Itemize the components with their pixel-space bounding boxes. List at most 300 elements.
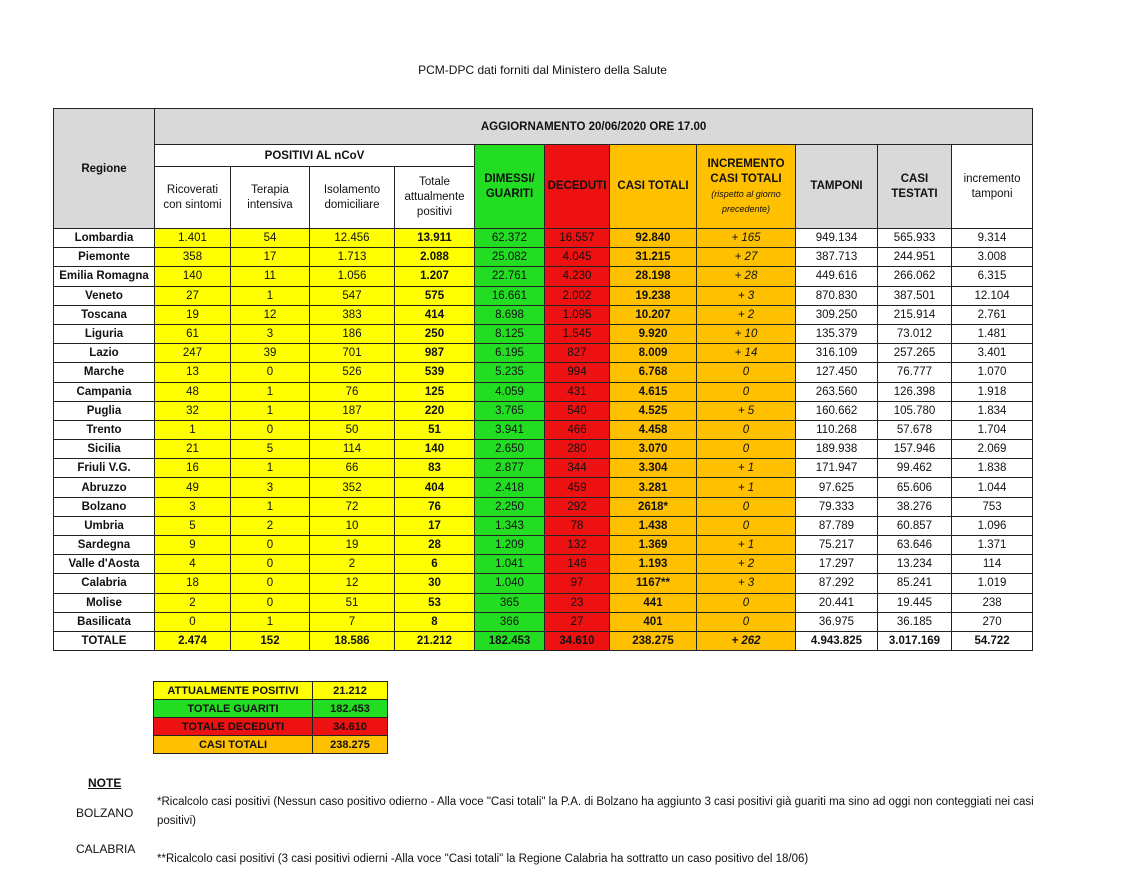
cell-region: Calabria [54, 574, 155, 593]
cell-totale-positivi: 21.212 [395, 631, 475, 650]
cell-ricoverati: 27 [155, 286, 231, 305]
cell-casi-totali: 1.438 [610, 516, 697, 535]
cell-totale-positivi: 1.207 [395, 267, 475, 286]
cell-incremento-tamponi: 2.761 [952, 305, 1033, 324]
cell-totale-positivi: 30 [395, 574, 475, 593]
cell-dimessi: 5.235 [475, 363, 545, 382]
cell-ricoverati: 61 [155, 324, 231, 343]
cell-casi-totali: 19.238 [610, 286, 697, 305]
cell-incremento: 0 [697, 612, 796, 631]
cell-casi-totali: 92.840 [610, 229, 697, 248]
cell-dimessi: 1.041 [475, 555, 545, 574]
cell-ricoverati: 0 [155, 612, 231, 631]
cell-incremento: + 3 [697, 286, 796, 305]
notes-title: NOTE [88, 776, 122, 790]
cell-isolamento: 12 [310, 574, 395, 593]
cell-dimessi: 8.698 [475, 305, 545, 324]
cell-dimessi: 2.877 [475, 459, 545, 478]
cell-terapia: 11 [231, 267, 310, 286]
cell-incremento-tamponi: 3.401 [952, 344, 1033, 363]
cell-deceduti: 4.045 [545, 248, 610, 267]
cell-ricoverati: 2 [155, 593, 231, 612]
cell-incremento: 0 [697, 440, 796, 459]
cell-isolamento: 76 [310, 382, 395, 401]
cell-dimessi: 182.453 [475, 631, 545, 650]
cell-incremento: + 262 [697, 631, 796, 650]
cell-ricoverati: 247 [155, 344, 231, 363]
cell-tamponi: 75.217 [796, 536, 878, 555]
cell-tamponi: 171.947 [796, 459, 878, 478]
cell-totale-positivi: 125 [395, 382, 475, 401]
cell-totale-positivi: 404 [395, 478, 475, 497]
note-label-calabria: CALABRIA [76, 842, 136, 856]
table-row [54, 574, 1039, 593]
cell-incremento-tamponi: 270 [952, 612, 1033, 631]
cell-casi-testati: 65.606 [878, 478, 952, 497]
cell-totale-positivi: 8 [395, 612, 475, 631]
cell-incremento: + 14 [697, 344, 796, 363]
cell-terapia: 0 [231, 420, 310, 439]
cell-ricoverati: 49 [155, 478, 231, 497]
cell-tamponi: 949.134 [796, 229, 878, 248]
cell-totale-positivi: 539 [395, 363, 475, 382]
cell-deceduti: 23 [545, 593, 610, 612]
cell-terapia: 1 [231, 382, 310, 401]
table-row [54, 286, 1039, 305]
cell-casi-totali: 4.458 [610, 420, 697, 439]
cell-ricoverati: 1 [155, 420, 231, 439]
cell-totale-positivi: 76 [395, 497, 475, 516]
cell-terapia: 1 [231, 286, 310, 305]
cell-terapia: 2 [231, 516, 310, 535]
cell-casi-totali: 441 [610, 593, 697, 612]
cell-casi-totali: 1.369 [610, 536, 697, 555]
cell-incremento: 0 [697, 516, 796, 535]
cell-region: Lombardia [54, 229, 155, 248]
cell-ricoverati: 32 [155, 401, 231, 420]
cell-incremento-tamponi: 1.838 [952, 459, 1033, 478]
cell-deceduti: 827 [545, 344, 610, 363]
cell-casi-testati: 36.185 [878, 612, 952, 631]
cell-tamponi: 79.333 [796, 497, 878, 516]
cell-incremento: 0 [697, 382, 796, 401]
cell-incremento-tamponi: 1.704 [952, 420, 1033, 439]
table-row [54, 382, 1039, 401]
cell-ricoverati: 2.474 [155, 631, 231, 650]
table-row [54, 363, 1039, 382]
cell-incremento-tamponi: 1.481 [952, 324, 1033, 343]
cell-deceduti: 97 [545, 574, 610, 593]
cell-terapia: 0 [231, 555, 310, 574]
cell-tamponi: 189.938 [796, 440, 878, 459]
header-ricoverati: Ricoverati con sintomi [155, 167, 231, 229]
cell-ricoverati: 140 [155, 267, 231, 286]
cell-casi-testati: 60.857 [878, 516, 952, 535]
summary-label: ATTUALMENTE POSITIVI [154, 682, 313, 700]
cell-region: Toscana [54, 305, 155, 324]
cell-terapia: 12 [231, 305, 310, 324]
summary-label: CASI TOTALI [154, 736, 313, 754]
cell-casi-testati: 565.933 [878, 229, 952, 248]
cell-region: Abruzzo [54, 478, 155, 497]
cell-tamponi: 4.943.825 [796, 631, 878, 650]
cell-region: Campania [54, 382, 155, 401]
header-dimessi: DIMESSI/ GUARITI [475, 145, 545, 229]
cell-casi-totali: 2618* [610, 497, 697, 516]
header-incremento-label: INCREMENTO CASI TOTALI [707, 157, 785, 185]
cell-casi-testati: 126.398 [878, 382, 952, 401]
cell-region: Marche [54, 363, 155, 382]
cell-totale-positivi: 6 [395, 555, 475, 574]
cell-incremento: + 1 [697, 536, 796, 555]
cell-isolamento: 1.713 [310, 248, 395, 267]
summary-label: TOTALE GUARITI [154, 700, 313, 718]
cell-casi-testati: 257.265 [878, 344, 952, 363]
cell-deceduti: 4.230 [545, 267, 610, 286]
cell-tamponi: 135.379 [796, 324, 878, 343]
cell-dimessi: 1.343 [475, 516, 545, 535]
cell-totale-positivi: 2.088 [395, 248, 475, 267]
cell-casi-testati: 3.017.169 [878, 631, 952, 650]
cell-totale-positivi: 53 [395, 593, 475, 612]
cell-totale-positivi: 17 [395, 516, 475, 535]
cell-tamponi: 127.450 [796, 363, 878, 382]
header-update: AGGIORNAMENTO 20/06/2020 ORE 17.00 [155, 109, 1033, 145]
note-label-bolzano: BOLZANO [76, 806, 134, 820]
cell-ricoverati: 358 [155, 248, 231, 267]
cell-terapia: 39 [231, 344, 310, 363]
cell-dimessi: 8.125 [475, 324, 545, 343]
cell-ricoverati: 18 [155, 574, 231, 593]
cell-incremento-tamponi: 2.069 [952, 440, 1033, 459]
cell-incremento: + 1 [697, 478, 796, 497]
header-isolamento: Isolamento domiciliare [310, 167, 395, 229]
cell-casi-totali: 9.920 [610, 324, 697, 343]
cell-incremento-tamponi: 1.371 [952, 536, 1033, 555]
cell-tamponi: 110.268 [796, 420, 878, 439]
cell-totale-positivi: 220 [395, 401, 475, 420]
cell-deceduti: 146 [545, 555, 610, 574]
cell-totale-positivi: 51 [395, 420, 475, 439]
cell-incremento-tamponi: 54.722 [952, 631, 1033, 650]
cell-casi-testati: 387.501 [878, 286, 952, 305]
cell-region: Valle d'Aosta [54, 555, 155, 574]
cell-terapia: 0 [231, 574, 310, 593]
cell-ricoverati: 16 [155, 459, 231, 478]
header-regione: Regione [54, 109, 155, 229]
cell-region: Trento [54, 420, 155, 439]
table-row [54, 324, 1039, 343]
header-casi-totali: CASI TOTALI [610, 145, 697, 229]
source-caption: PCM-DPC dati forniti dal Ministero della Salute [418, 63, 667, 77]
cell-incremento-tamponi: 1.019 [952, 574, 1033, 593]
cell-casi-testati: 19.445 [878, 593, 952, 612]
cell-incremento-tamponi: 9.314 [952, 229, 1033, 248]
header-incremento-note: (rispetto al giorno precedente) [711, 188, 781, 214]
cell-casi-testati: 85.241 [878, 574, 952, 593]
cell-incremento: 0 [697, 593, 796, 612]
cell-deceduti: 1.545 [545, 324, 610, 343]
summary-value: 182.453 [313, 700, 388, 718]
cell-tamponi: 87.292 [796, 574, 878, 593]
header-deceduti: DECEDUTI [545, 145, 610, 229]
cell-casi-testati: 105.780 [878, 401, 952, 420]
cell-ricoverati: 3 [155, 497, 231, 516]
cell-casi-totali: 31.215 [610, 248, 697, 267]
covid-regional-table [53, 108, 1039, 651]
cell-tamponi: 316.109 [796, 344, 878, 363]
cell-casi-totali: 3.070 [610, 440, 697, 459]
cell-ricoverati: 9 [155, 536, 231, 555]
summary-row [154, 736, 388, 754]
cell-incremento-tamponi: 12.104 [952, 286, 1033, 305]
cell-tamponi: 870.830 [796, 286, 878, 305]
cell-isolamento: 10 [310, 516, 395, 535]
summary-row [154, 700, 388, 718]
table-row [54, 440, 1039, 459]
cell-terapia: 5 [231, 440, 310, 459]
cell-dimessi: 4.059 [475, 382, 545, 401]
cell-incremento: + 165 [697, 229, 796, 248]
cell-totale-positivi: 13.911 [395, 229, 475, 248]
cell-incremento: + 5 [697, 401, 796, 420]
cell-isolamento: 66 [310, 459, 395, 478]
cell-region: Puglia [54, 401, 155, 420]
cell-dimessi: 2.418 [475, 478, 545, 497]
summary-row [154, 682, 388, 700]
table-row [54, 305, 1039, 324]
cell-isolamento: 187 [310, 401, 395, 420]
cell-dimessi: 62.372 [475, 229, 545, 248]
cell-region: Sicilia [54, 440, 155, 459]
cell-incremento: + 27 [697, 248, 796, 267]
cell-ricoverati: 13 [155, 363, 231, 382]
cell-casi-totali: 8.009 [610, 344, 697, 363]
cell-totale-positivi: 414 [395, 305, 475, 324]
table-row [54, 401, 1039, 420]
cell-casi-totali: 4.525 [610, 401, 697, 420]
cell-isolamento: 12.456 [310, 229, 395, 248]
cell-tamponi: 36.975 [796, 612, 878, 631]
cell-casi-testati: 13.234 [878, 555, 952, 574]
cell-ricoverati: 5 [155, 516, 231, 535]
cell-casi-testati: 63.646 [878, 536, 952, 555]
summary-row [154, 718, 388, 736]
cell-totale-positivi: 140 [395, 440, 475, 459]
table-row [54, 459, 1039, 478]
cell-isolamento: 51 [310, 593, 395, 612]
cell-incremento: 0 [697, 420, 796, 439]
cell-incremento: + 3 [697, 574, 796, 593]
cell-incremento-tamponi: 1.044 [952, 478, 1033, 497]
table-row [54, 497, 1039, 516]
cell-tamponi: 263.560 [796, 382, 878, 401]
cell-casi-testati: 157.946 [878, 440, 952, 459]
table-row [54, 516, 1039, 535]
cell-terapia: 17 [231, 248, 310, 267]
cell-totale-positivi: 83 [395, 459, 475, 478]
cell-ricoverati: 4 [155, 555, 231, 574]
cell-tamponi: 309.250 [796, 305, 878, 324]
cell-totale-positivi: 575 [395, 286, 475, 305]
cell-terapia: 1 [231, 401, 310, 420]
cell-isolamento: 2 [310, 555, 395, 574]
cell-terapia: 3 [231, 478, 310, 497]
cell-dimessi: 22.761 [475, 267, 545, 286]
cell-deceduti: 459 [545, 478, 610, 497]
cell-tamponi: 160.662 [796, 401, 878, 420]
summary-value: 21.212 [313, 682, 388, 700]
cell-tamponi: 97.625 [796, 478, 878, 497]
cell-isolamento: 547 [310, 286, 395, 305]
summary-label: TOTALE DECEDUTI [154, 718, 313, 736]
table-row [54, 478, 1039, 497]
cell-incremento: 0 [697, 363, 796, 382]
cell-incremento-tamponi: 753 [952, 497, 1033, 516]
summary-value: 34.610 [313, 718, 388, 736]
cell-ricoverati: 1.401 [155, 229, 231, 248]
header-incremento-tamponi: incremento tamponi [952, 145, 1033, 229]
cell-casi-testati: 57.678 [878, 420, 952, 439]
cell-region: Friuli V.G. [54, 459, 155, 478]
cell-casi-totali: 1167** [610, 574, 697, 593]
cell-totale-positivi: 28 [395, 536, 475, 555]
cell-casi-totali: 401 [610, 612, 697, 631]
cell-region: Veneto [54, 286, 155, 305]
cell-region: Molise [54, 593, 155, 612]
table-row [54, 229, 1039, 248]
table-row [54, 612, 1039, 631]
cell-dimessi: 16.661 [475, 286, 545, 305]
cell-isolamento: 352 [310, 478, 395, 497]
cell-deceduti: 132 [545, 536, 610, 555]
cell-incremento: + 2 [697, 555, 796, 574]
cell-isolamento: 383 [310, 305, 395, 324]
cell-tamponi: 17.297 [796, 555, 878, 574]
cell-ricoverati: 19 [155, 305, 231, 324]
cell-isolamento: 18.586 [310, 631, 395, 650]
cell-dimessi: 25.082 [475, 248, 545, 267]
header-casi-testati: CASI TESTATI [878, 145, 952, 229]
cell-deceduti: 280 [545, 440, 610, 459]
cell-deceduti: 1.095 [545, 305, 610, 324]
cell-region: Basilicata [54, 612, 155, 631]
cell-isolamento: 7 [310, 612, 395, 631]
cell-terapia: 152 [231, 631, 310, 650]
cell-incremento-tamponi: 1.070 [952, 363, 1033, 382]
cell-casi-totali: 1.193 [610, 555, 697, 574]
cell-incremento-tamponi: 1.834 [952, 401, 1033, 420]
cell-incremento: 0 [697, 497, 796, 516]
cell-totale-positivi: 987 [395, 344, 475, 363]
cell-region: TOTALE [54, 631, 155, 650]
cell-deceduti: 292 [545, 497, 610, 516]
note-text-bolzano: *Ricalcolo casi positivi (Nessun caso positivo odierno - Alla voce "Casi totali" la P.A. di Bolzano ha aggiunto 3 casi positivi già guariti ma sino ad oggi non conteggiati nei casi positivi) [157, 796, 1034, 827]
cell-incremento-tamponi: 6.315 [952, 267, 1033, 286]
cell-deceduti: 27 [545, 612, 610, 631]
cell-dimessi: 6.195 [475, 344, 545, 363]
cell-casi-totali: 10.207 [610, 305, 697, 324]
table-row [54, 555, 1039, 574]
cell-casi-testati: 244.951 [878, 248, 952, 267]
cell-tamponi: 20.441 [796, 593, 878, 612]
cell-incremento-tamponi: 1.918 [952, 382, 1033, 401]
cell-region: Bolzano [54, 497, 155, 516]
cell-deceduti: 34.610 [545, 631, 610, 650]
table-row [54, 536, 1039, 555]
cell-incremento: + 1 [697, 459, 796, 478]
cell-incremento-tamponi: 114 [952, 555, 1033, 574]
note-text-calabria: **Ricalcolo casi positivi (3 casi positivi odierni -Alla voce "Casi totali" la Regione Calabria ha sottratto un caso positivo del 18/06) [157, 853, 809, 865]
cell-dimessi: 365 [475, 593, 545, 612]
cell-terapia: 0 [231, 536, 310, 555]
cell-deceduti: 344 [545, 459, 610, 478]
cell-casi-totali: 28.198 [610, 267, 697, 286]
cell-region: Piemonte [54, 248, 155, 267]
cell-deceduti: 540 [545, 401, 610, 420]
table-row [54, 344, 1039, 363]
cell-incremento-tamponi: 3.008 [952, 248, 1033, 267]
cell-incremento: + 2 [697, 305, 796, 324]
cell-casi-totali: 238.275 [610, 631, 697, 650]
cell-dimessi: 1.040 [475, 574, 545, 593]
cell-tamponi: 449.616 [796, 267, 878, 286]
cell-deceduti: 78 [545, 516, 610, 535]
cell-terapia: 1 [231, 459, 310, 478]
cell-isolamento: 19 [310, 536, 395, 555]
summary-table [153, 681, 388, 754]
cell-isolamento: 1.056 [310, 267, 395, 286]
cell-tamponi: 87.789 [796, 516, 878, 535]
cell-terapia: 3 [231, 324, 310, 343]
cell-region: Sardegna [54, 536, 155, 555]
cell-casi-totali: 6.768 [610, 363, 697, 382]
cell-region: Lazio [54, 344, 155, 363]
cell-terapia: 0 [231, 593, 310, 612]
cell-casi-testati: 99.462 [878, 459, 952, 478]
table-row [54, 420, 1039, 439]
cell-terapia: 54 [231, 229, 310, 248]
cell-isolamento: 50 [310, 420, 395, 439]
cell-casi-testati: 266.062 [878, 267, 952, 286]
table-row [54, 267, 1039, 286]
cell-isolamento: 701 [310, 344, 395, 363]
header-tamponi: TAMPONI [796, 145, 878, 229]
cell-casi-testati: 76.777 [878, 363, 952, 382]
header-terapia: Terapia intensiva [231, 167, 310, 229]
cell-dimessi: 366 [475, 612, 545, 631]
header-totale-positivi: Totale attualmente positivi [395, 167, 475, 229]
cell-isolamento: 72 [310, 497, 395, 516]
cell-deceduti: 994 [545, 363, 610, 382]
cell-tamponi: 387.713 [796, 248, 878, 267]
cell-isolamento: 526 [310, 363, 395, 382]
cell-dimessi: 3.941 [475, 420, 545, 439]
cell-dimessi: 3.765 [475, 401, 545, 420]
cell-isolamento: 186 [310, 324, 395, 343]
cell-incremento-tamponi: 238 [952, 593, 1033, 612]
cell-deceduti: 431 [545, 382, 610, 401]
cell-casi-totali: 3.304 [610, 459, 697, 478]
cell-casi-testati: 73.012 [878, 324, 952, 343]
cell-region: Emilia Romagna [54, 267, 155, 286]
cell-deceduti: 2.002 [545, 286, 610, 305]
cell-ricoverati: 21 [155, 440, 231, 459]
cell-terapia: 1 [231, 612, 310, 631]
cell-region: Umbria [54, 516, 155, 535]
table-row [54, 248, 1039, 267]
cell-casi-testati: 215.914 [878, 305, 952, 324]
